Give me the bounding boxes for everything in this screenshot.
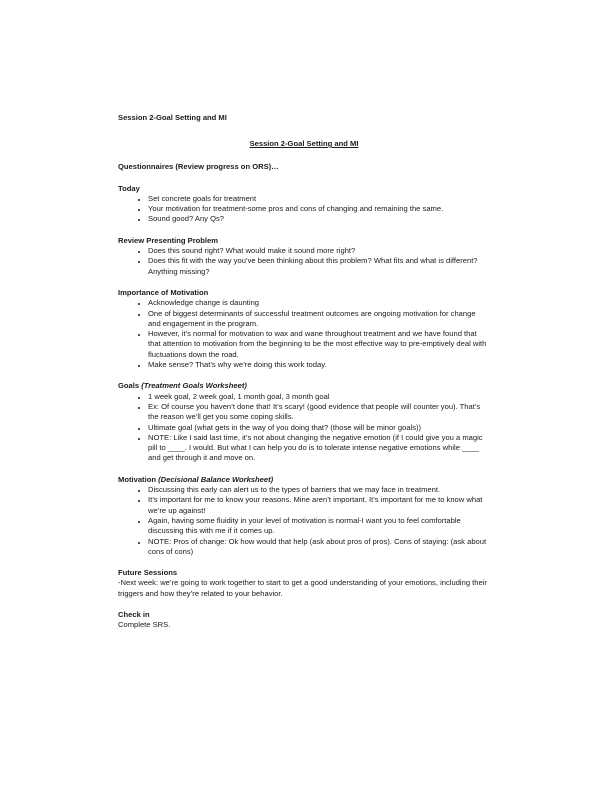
list-item: • Acknowledge change is daunting [148, 298, 490, 308]
motivation-heading [118, 475, 490, 485]
goals-heading-label: Goals [118, 381, 140, 391]
checkin-heading: Check in [118, 609, 150, 619]
future-section [118, 568, 490, 599]
future-heading: Future Sessions [118, 568, 178, 578]
importance-section [118, 288, 490, 370]
goals-section [118, 381, 490, 463]
review-heading: Review Presenting Problem [118, 235, 219, 245]
checkin-text: Complete SRS. [118, 620, 171, 630]
motivation-heading-label: Motivation [118, 474, 156, 484]
list-item: • Your motivation for treatment-some pros and cons of changing and remaining the same. [148, 204, 490, 214]
list-item: • Set concrete goals for treatment [148, 194, 490, 204]
list-item: • Does this fit with the way you’ve been thinking about this problem? What fits and what is different? Anything missing? [148, 256, 490, 277]
list-item: • It’s important for me to know your reasons. Mine aren’t important. It’s important for me to know what we’re up against! [148, 495, 490, 516]
document-title: Session 2-Goal Setting and MI [249, 139, 359, 148]
list-item: • However, it’s normal for motivation to wax and wane throughout treatment and we have found that that attention to motivation from the beginning to be the most effective way to pre-emptively deal with fluctuations down the road. [148, 329, 490, 360]
importance-heading: Importance of Motivation [118, 287, 209, 297]
list-item: • One of biggest determinants of successful treatment outcomes are ongoing motivation for change and engagement in the program. [148, 309, 490, 330]
list-item: • Make sense? That’s why we’re doing this work today. [148, 360, 490, 370]
list-item: • Again, having some fluidity in your level of motivation is normal-I want you to feel comfortable discussing this with me if it comes up. [148, 516, 490, 537]
today-section [118, 184, 490, 225]
list-item: • Does this sound right? What would make it sound more right? [148, 246, 490, 256]
document-body [118, 139, 490, 642]
motivation-worksheet-label: (Decisional Balance Worksheet) [158, 474, 274, 484]
list-item: • Discussing this early can alert us to the types of barriers that we may face in treatment. [148, 485, 490, 495]
list-item: • Ex: Of course you haven’t done that! It’s scary! (good evidence that people will counter you). That’s the reason we’ll get you some coping skills. [148, 402, 490, 423]
goals-heading [118, 381, 490, 391]
future-text: -Next week: we’re going to work together to start to get a good understanding of your emotions, including their triggers and how they’re related to your behavior. [118, 578, 487, 598]
today-heading: Today [118, 183, 140, 193]
goals-list [118, 392, 490, 464]
list-item: • NOTE: Pros of change: Ok how would that help (ask about pros of pros). Cons of staying: (ask about cons of cons) [148, 537, 490, 558]
review-section [118, 236, 490, 277]
today-list [118, 194, 490, 225]
questionnaires-section [118, 162, 490, 172]
list-item: • Ultimate goal (what gets in the way of you doing that? (those will be minor goals)) [148, 423, 490, 433]
header-title: Session 2-Goal Setting and MI [118, 113, 227, 122]
list-item: • Sound good? Any Qs? [148, 214, 490, 224]
review-list [118, 246, 490, 277]
importance-list [118, 298, 490, 370]
list-item: • 1 week goal, 2 week goal, 1 month goal, 3 month goal [148, 392, 490, 402]
motivation-section [118, 475, 490, 557]
motivation-list [118, 485, 490, 557]
list-item: • NOTE: Like I said last time, it’s not about changing the negative emotion (if I could give you a magic pill to ____. I would. But what I can help you do is to tolerate intense negative emotions while ____ and get through it and move on. [148, 433, 490, 464]
checkin-section [118, 610, 490, 631]
questionnaires-heading: Questionnaires (Review progress on ORS)… [118, 162, 279, 172]
goals-worksheet-label: (Treatment Goals Worksheet) [141, 381, 247, 391]
